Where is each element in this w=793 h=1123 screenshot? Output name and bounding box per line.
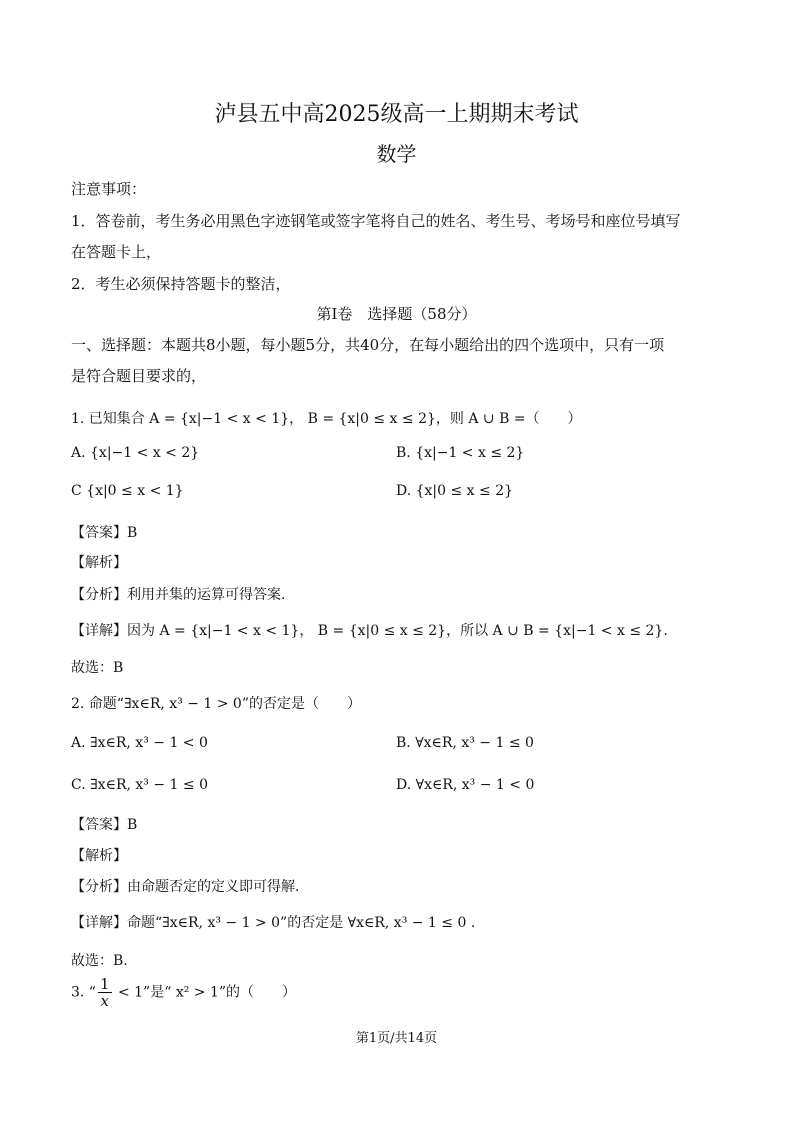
q1-option-a: A. {x|−1 < x < 2} — [71, 445, 200, 461]
q2-option-a: A. ∃x∈R, x³ − 1 < 0 — [71, 735, 208, 751]
q1-xiangjie: 【详解】因为 A = {x|−1 < x < 1}， B = {x|0 ≤ x ≤ 2}，所以 A ∪ B = {x|−1 < x ≤ 2}. — [71, 623, 668, 639]
q2-option-b: B. ∀x∈R, x³ − 1 ≤ 0 — [396, 735, 534, 751]
q3-fraction — [98, 976, 112, 1009]
q3-suffix: < 1”是“ x² > 1”的（ ） — [113, 984, 297, 1001]
exam-subject: 数学 — [376, 142, 417, 166]
q3-fraction-denominator: x — [100, 992, 109, 1010]
section-intro-line-2: 是符合题目要求的， — [71, 367, 207, 385]
notes-item-1-line-2: 在答题卡上， — [71, 243, 162, 261]
q1-fenxi: 【分析】利用并集的运算可得答案. — [71, 587, 286, 603]
q2-answer: 【答案】B — [71, 817, 138, 833]
q2-option-d: D. ∀x∈R, x³ − 1 < 0 — [396, 777, 535, 793]
exam-title: 泸县五中高2025级高一上期期末考试 — [214, 102, 579, 127]
section-intro-line-1: 一、选择题：本题共8小题，每小题5分，共40分，在每小题给出的四个选项中，只有一项 — [71, 336, 665, 354]
q3-prefix: 3. “ — [71, 984, 96, 1001]
page-footer: 第1页/共14页 — [355, 1031, 438, 1046]
q1-result: 故选：B — [71, 660, 124, 676]
q1-option-b: B. {x|−1 < x ≤ 2} — [396, 445, 525, 461]
q2-stem: 2. 命题“∃x∈R, x³ − 1 > 0”的否定是（ ） — [71, 696, 362, 712]
q3-stem — [71, 976, 296, 1009]
notes-item-1-line-1: 1．答卷前，考生务必用黑色字迹钢笔或签字笔将自己的姓名、考生号、考场号和座位号填写 — [71, 212, 681, 230]
q2-fenxi: 【分析】由命题否定的定义即可得解. — [71, 879, 300, 895]
q1-option-c: C {x|0 ≤ x < 1} — [71, 483, 184, 499]
notes-heading: 注意事项： — [71, 180, 147, 198]
q2-xiangjie: 【详解】命题“∃x∈R, x³ − 1 > 0”的否定是 ∀x∈R, x³ − 1 ≤ 0 . — [71, 915, 476, 931]
q1-option-d: D. {x|0 ≤ x ≤ 2} — [396, 483, 514, 499]
q1-stem: 1. 已知集合 A = {x|−1 < x < 1}， B = {x|0 ≤ x ≤ 2}，则 A ∪ B =（ ） — [71, 411, 582, 427]
q2-jiexi: 【解析】 — [71, 848, 127, 864]
q2-option-c: C. ∃x∈R, x³ − 1 ≤ 0 — [71, 777, 208, 793]
section-title: 第Ⅰ卷 选择题（58分） — [316, 305, 477, 323]
notes-item-2: 2．考生必须保持答题卡的整洁， — [71, 275, 291, 293]
q1-jiexi: 【解析】 — [71, 555, 127, 571]
q1-answer: 【答案】B — [71, 525, 138, 541]
q3-fraction-numerator: 1 — [99, 975, 110, 993]
q2-result: 故选：B. — [71, 953, 128, 969]
